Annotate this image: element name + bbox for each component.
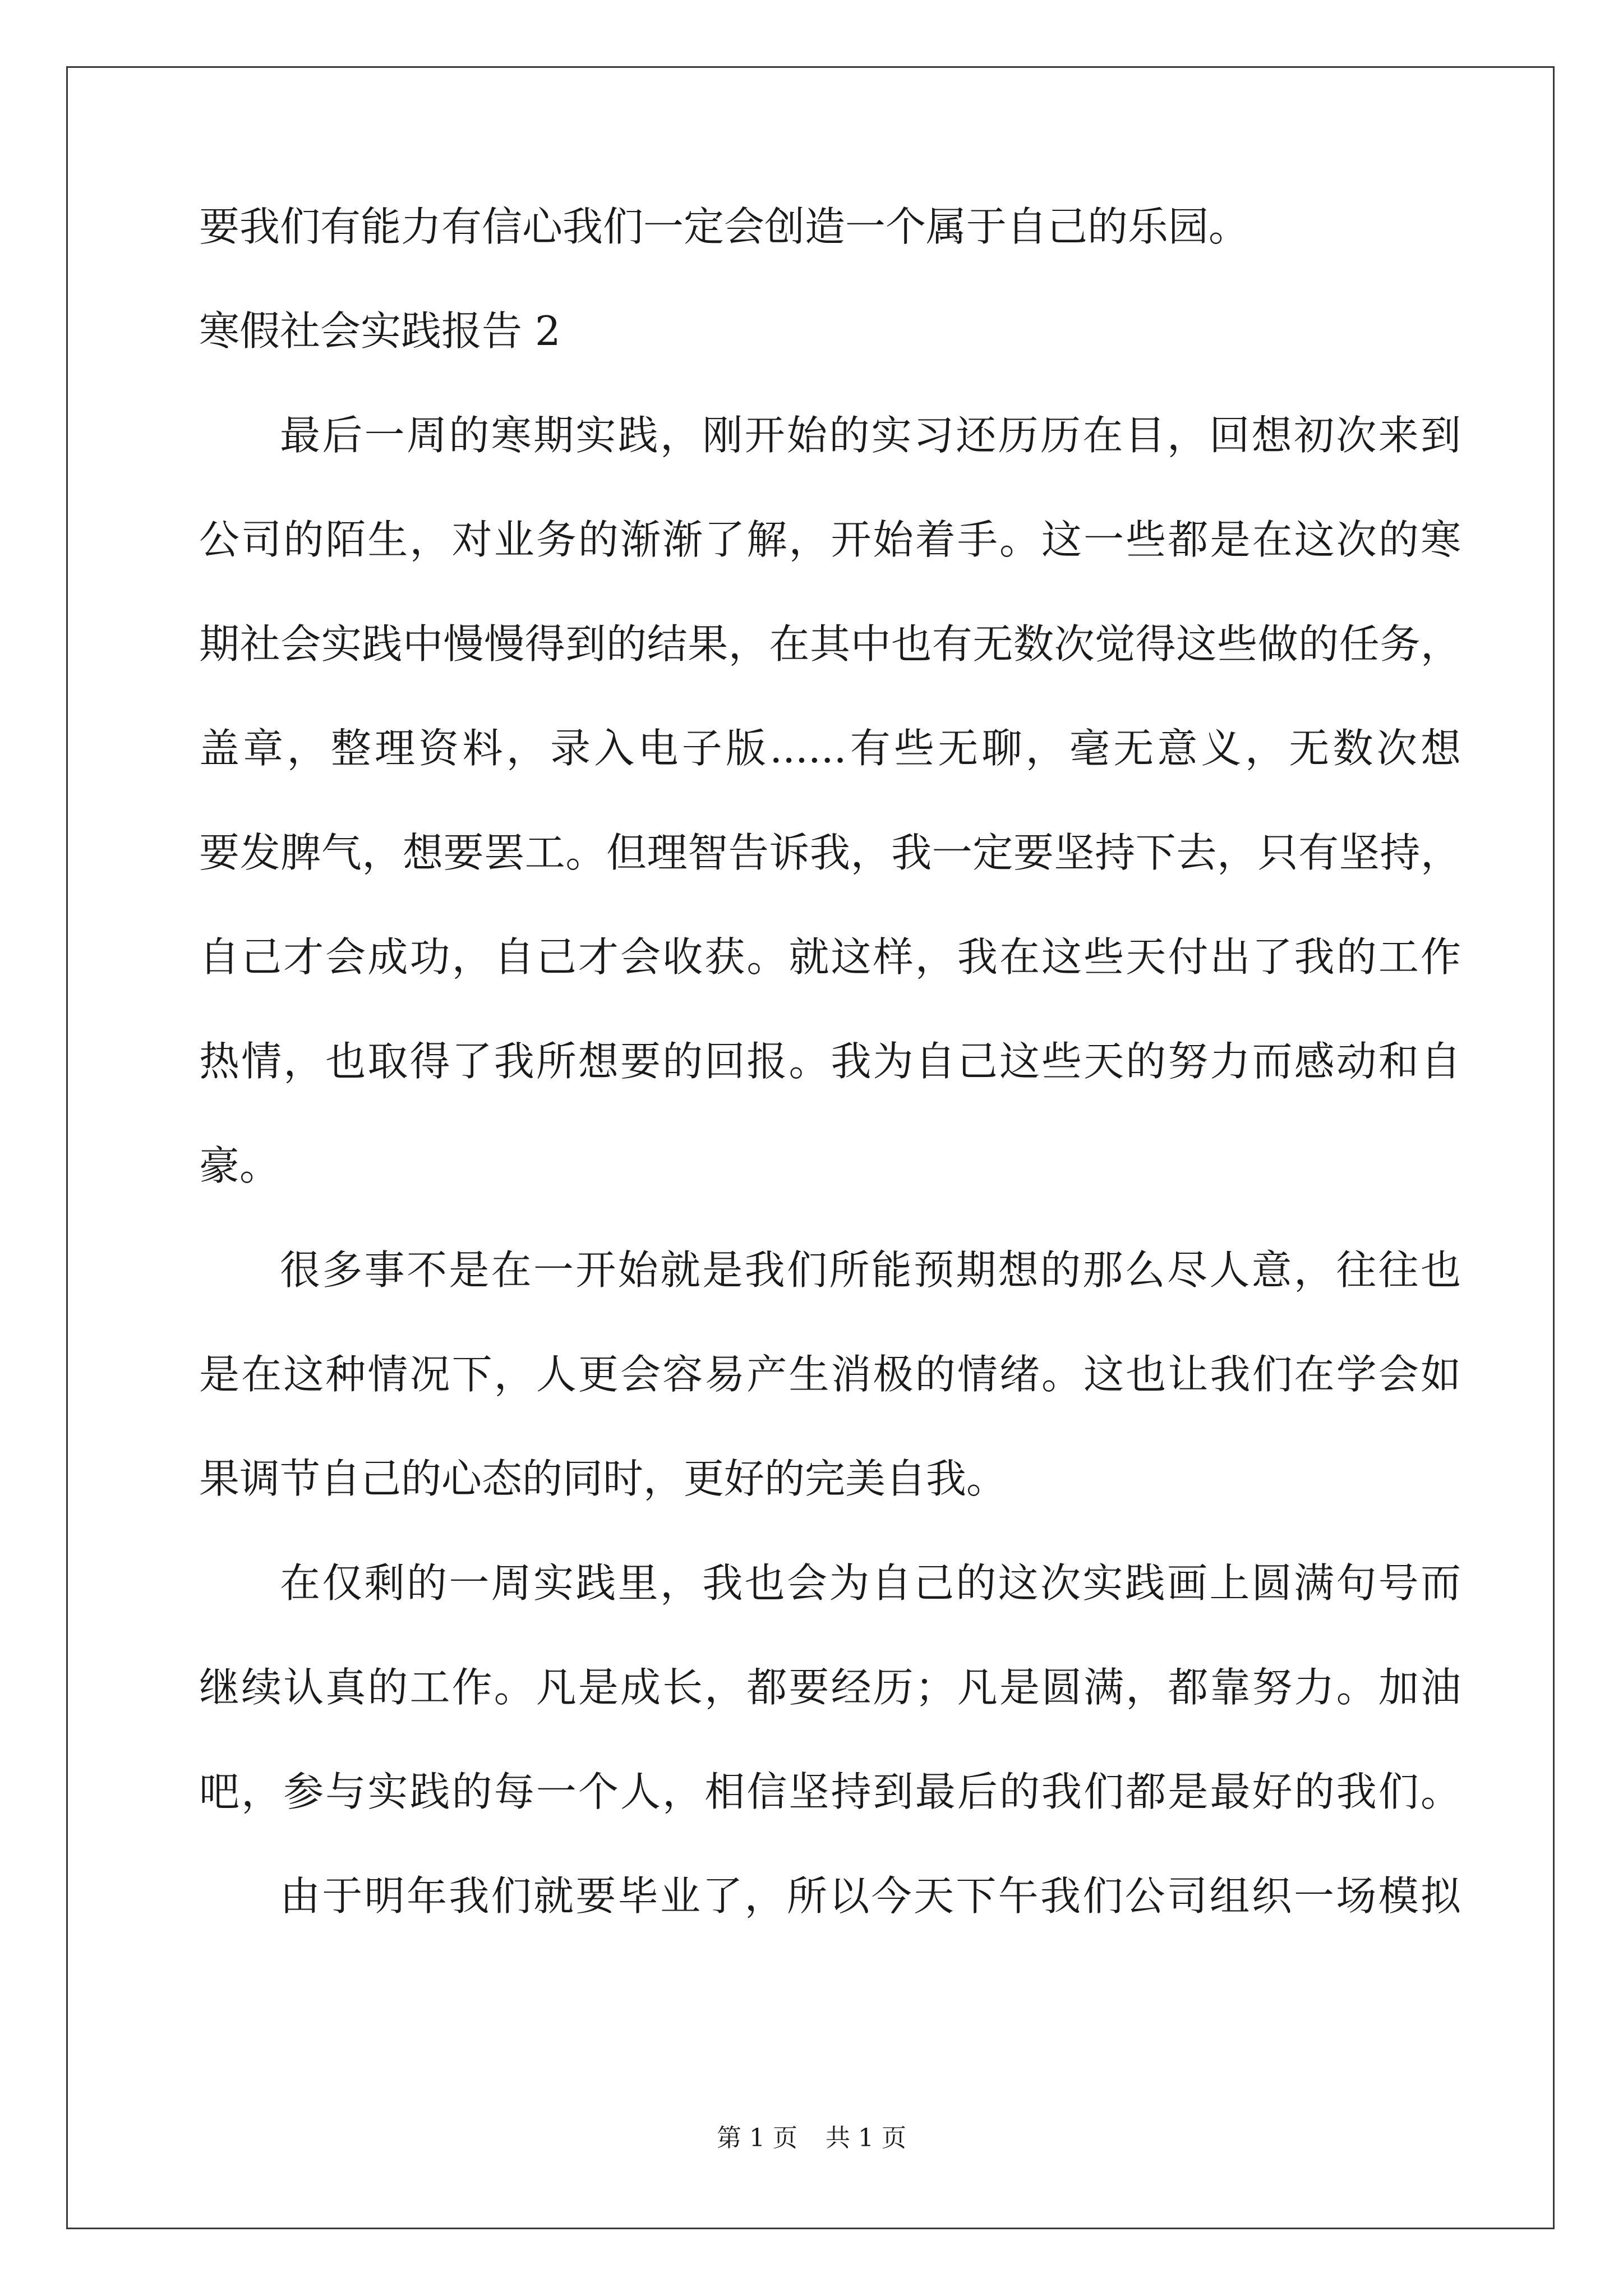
text-line: 豪。 bbox=[199, 1142, 280, 1189]
text-line: 要发脾气，想要罢工。但理智告诉我，我一定要坚持下去，只有坚持， bbox=[199, 829, 1461, 876]
text-line: 盖章，整理资料，录入电子版......有些无聊，毫无意义，无数次想 bbox=[199, 725, 1461, 772]
text-line: 是在这种情况下，人更会容易产生消极的情绪。这也让我们在学会如 bbox=[199, 1351, 1461, 1398]
text-line: 由于明年我们就要毕业了，所以今天下午我们公司组织一场模拟 bbox=[280, 1872, 1461, 1920]
page-footer bbox=[0, 2126, 1623, 2151]
text-line: 热情，也取得了我所想要的回报。我为自己这些天的努力而感动和自 bbox=[199, 1038, 1461, 1085]
document-body bbox=[199, 203, 1461, 1980]
text-line: 很多事不是在一开始就是我们所能预期想的那么尽人意，往往也 bbox=[280, 1246, 1461, 1294]
text-line: 果调节自己的心态的同时，更好的完美自我。 bbox=[199, 1455, 1007, 1502]
text-line: 公司的陌生，对业务的渐渐了解，开始着手。这一些都是在这次的寒 bbox=[199, 516, 1461, 563]
page-number: 第 1 页 bbox=[717, 2124, 797, 2152]
text-line: 期社会实践中慢慢得到的结果，在其中也有无数次觉得这些做的任务， bbox=[199, 620, 1461, 668]
text-line: 最后一周的寒期实践，刚开始的实习还历历在目，回想初次来到 bbox=[280, 412, 1461, 459]
text-line: 吧，参与实践的每一个人，相信坚持到最后的我们都是最好的我们。 bbox=[199, 1768, 1461, 1815]
text-line: 继续认真的工作。凡是成长，都要经历；凡是圆满，都靠努力。加油 bbox=[199, 1664, 1461, 1711]
text-line: 自己才会成功，自己才会收获。就这样，我在这些天付出了我的工作 bbox=[199, 933, 1461, 981]
text-line: 要我们有能力有信心我们一定会创造一个属于自己的乐园。 bbox=[199, 203, 1249, 250]
section-heading: 寒假社会实践报告 2 bbox=[199, 307, 561, 355]
page-total: 共 1 页 bbox=[826, 2124, 906, 2152]
text-line: 在仅剩的一周实践里，我也会为自己的这次实践画上圆满句号而 bbox=[280, 1559, 1461, 1607]
